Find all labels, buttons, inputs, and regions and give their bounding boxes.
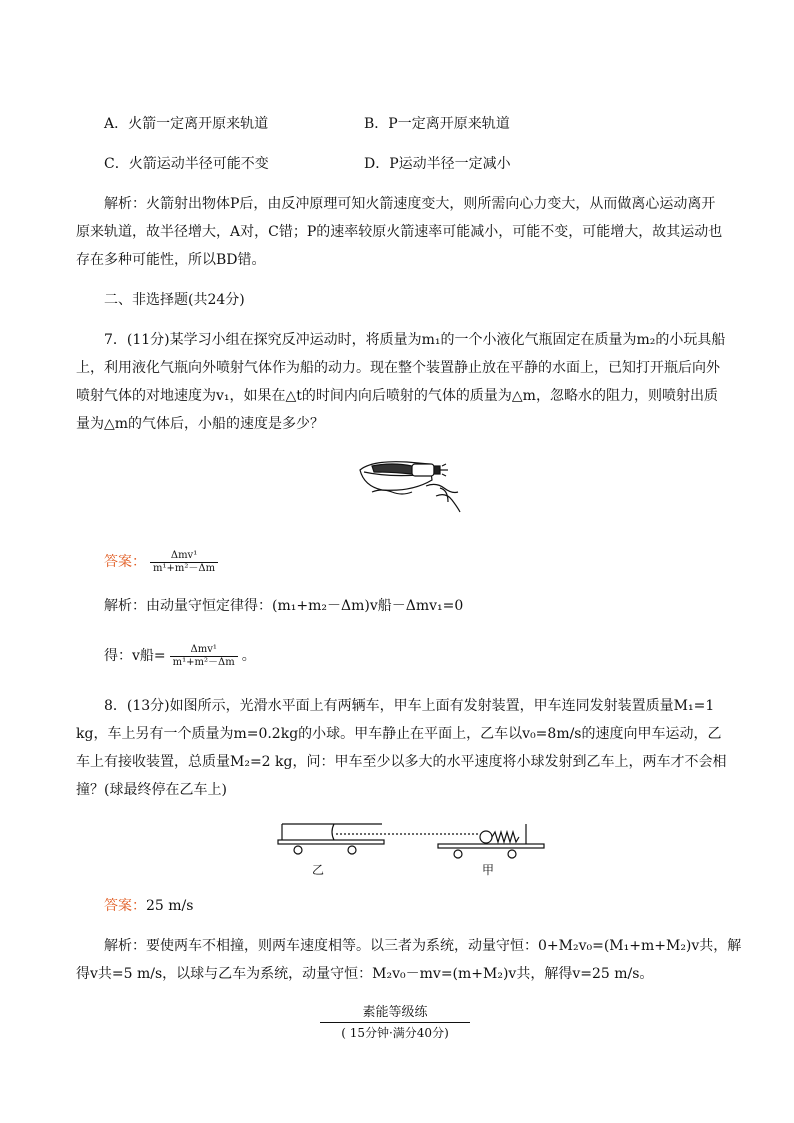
q6-analysis-line-3: 存在多种可能性，所以BD错。 [76,252,266,268]
label-jia: 甲 [482,863,495,877]
cart-jia-wheel-left [454,850,462,858]
q7-text-line-3: 喷射气体的对地速度为v₁，如果在△t的时间内向后喷射的气体的质量为△m，忽略水的阻力，则喷射出质 [76,388,718,404]
q7-answer [104,548,222,576]
option-c: C．火箭运动半径可能不变 [104,156,269,172]
q7-text-line-1: 7．(11分)某学习小组在探究反冲运动时，将质量为m₁的一个小液化气瓶固定在质量为m₂的小玩具船 [104,332,726,348]
answer-label: 答案： [104,554,146,570]
boat-deck [372,464,412,474]
gas-bottle [412,464,434,476]
q8-text-line-4: 撞？(球最终停在乙车上) [76,782,227,798]
spring [492,832,519,842]
option-a: A．火箭一定离开原来轨道 [104,116,269,132]
q6-analysis-line-1: 解析：火箭射出物体P后，由反冲原理可知火箭速度变大，则所需向心力变大，从而做离心运动离开 [104,196,716,212]
answer-fraction: $\frac{\text{Δmv¹}}{\text{m¹+m²－Δm}}$ [150,550,218,575]
q8-analysis-line-2: 得v共=5 m/s，以球与乙车为系统，动量守恒：M₂v₀－mv=(m+M₂)v共，解得v=25 m/s。 [76,966,654,982]
cart-jia-base [438,844,544,848]
option-b: B．P一定离开原来轨道 [364,116,510,132]
q8-analysis-line-1: 解析：要使两车不相撞，则两车速度相等。以三者为系统，动量守恒：0+M₂v₀=(M₁+m+M₂)v共，解 [104,938,742,954]
q7-result: 得：v船= $\frac{\text{Δmv¹}}{\text{m¹+m²－Δm}}$ 。 [104,643,256,668]
section-footer-subtitle: ( 15分钟·满分40分) [341,1026,449,1040]
q7-text-line-2: 上，利用液化气瓶向外喷射气体作为船的动力。现在整个装置静止放在平静的水面上，已知打开瓶后向外 [76,360,720,376]
q8-text-line-1: 8．(13分)如图所示，光滑水平面上有两辆车，甲车上面有发射装置，甲车连同发射装置质量M₁=1 [104,698,715,714]
cart-yi-base [278,840,384,844]
q7-text-line-4: 量为△m的气体后，小船的速度是多少？ [76,416,325,432]
cart-yi-receiver [282,824,382,840]
q7-analysis: 解析：由动量守恒定律得：(m₁+m₂－Δm)v船－Δmv₁=0 [104,598,464,614]
section-footer-title: 素能等级练 [320,1004,470,1023]
section-title: 二、非选择题(共24分) [104,292,245,308]
q6-analysis-line-2: 原来轨道，故半径增大，A对，C错；P的速率较原火箭速率可能减小，可能不变，可能增大，故其运动也 [76,224,723,240]
q8-answer: 答案：25 m/s [104,898,194,914]
cart-yi-wheel-right [348,846,356,854]
answer-label: 答案： [104,898,146,914]
cart-jia-wheel-right [508,850,516,858]
q8-text-line-2: kg，车上另有一个质量为m=0.2kg的小球。甲车静止在平面上，乙车以v₀=8m/s的速度向甲车运动，乙 [76,726,722,742]
option-d: D．P运动半径一定减小 [364,156,511,172]
result-fraction: $\frac{\text{Δmv¹}}{\text{m¹+m²－Δm}}$ [170,644,238,669]
cart-yi-wheel-left [294,846,302,854]
q8-text-line-3: 车上有接收装置，总质量M₂=2 kg，问：甲车至少以多大的水平速度将小球发射到乙车上，两车才不会相 [76,754,727,770]
ball [480,831,492,843]
label-yi: 乙 [312,863,325,877]
boat-figure [352,452,472,518]
